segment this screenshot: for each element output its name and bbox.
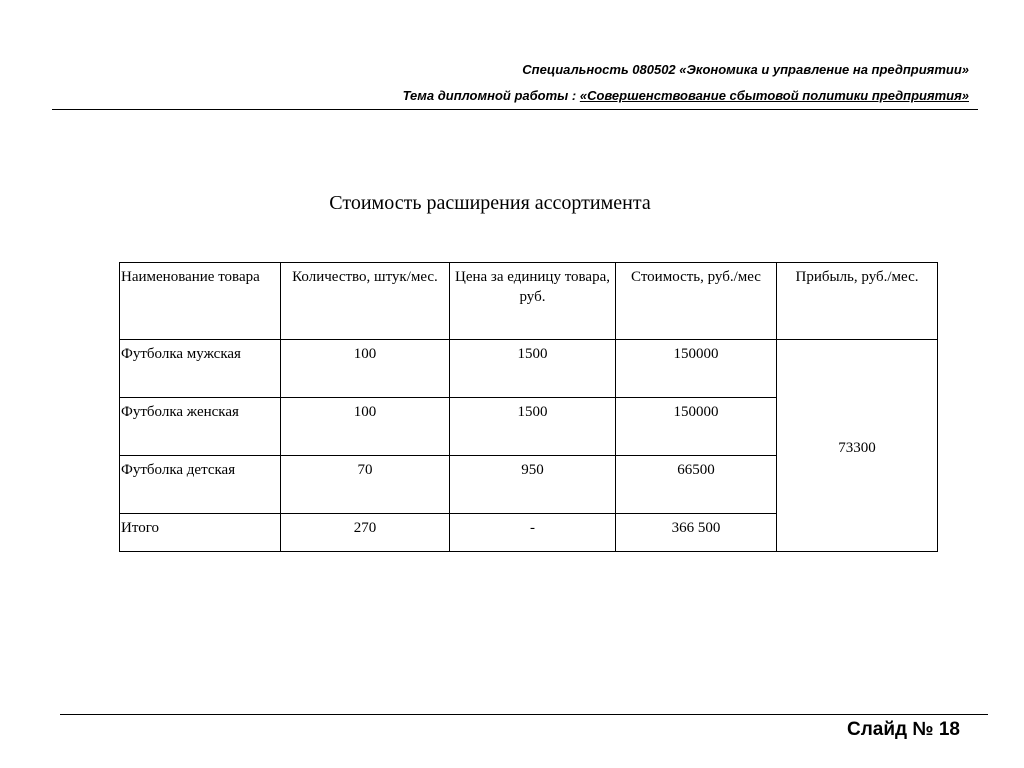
slide-title: Стоимость расширения ассортимента: [329, 192, 651, 214]
cell-quantity: 270: [281, 514, 450, 552]
header-cell-name: Наименование товара: [120, 263, 281, 340]
assortment-cost-table: [119, 262, 938, 552]
cell-cost: 366 500: [616, 514, 777, 552]
cell-price: -: [450, 514, 616, 552]
header-divider: [52, 109, 978, 110]
header-cell-quantity: Количество, штук/мес.: [281, 263, 450, 340]
footer-divider: [60, 714, 988, 715]
topic-label: Тема дипломной работы :: [402, 88, 580, 103]
topic-header: [403, 88, 969, 103]
table-row: [120, 340, 938, 398]
cell-cost: 150000: [616, 398, 777, 456]
table-header-row: [120, 263, 938, 340]
slide-number: Слайд № 18: [847, 719, 960, 740]
cell-profit: 73300: [777, 340, 938, 552]
header-cell-profit: Прибыль, руб./мес.: [777, 263, 938, 340]
cell-cost: 150000: [616, 340, 777, 398]
cell-quantity: 100: [281, 340, 450, 398]
header-cell-price: Цена за единицу товара, руб.: [450, 263, 616, 340]
cell-name: Футболка детская: [120, 456, 281, 514]
cell-quantity: 100: [281, 398, 450, 456]
cell-quantity: 70: [281, 456, 450, 514]
cell-price: 1500: [450, 340, 616, 398]
cell-cost: 66500: [616, 456, 777, 514]
cell-name: Итого: [120, 514, 281, 552]
cell-name: Футболка мужская: [120, 340, 281, 398]
specialty-header: Специальность 080502 «Экономика и управление на предприятии»: [522, 62, 969, 77]
cell-price: 1500: [450, 398, 616, 456]
topic-title: «Совершенствование сбытовой политики предприятия»: [579, 88, 969, 103]
cell-price: 950: [450, 456, 616, 514]
cell-name: Футболка женская: [120, 398, 281, 456]
header-cell-cost: Стоимость, руб./мес: [616, 263, 777, 340]
